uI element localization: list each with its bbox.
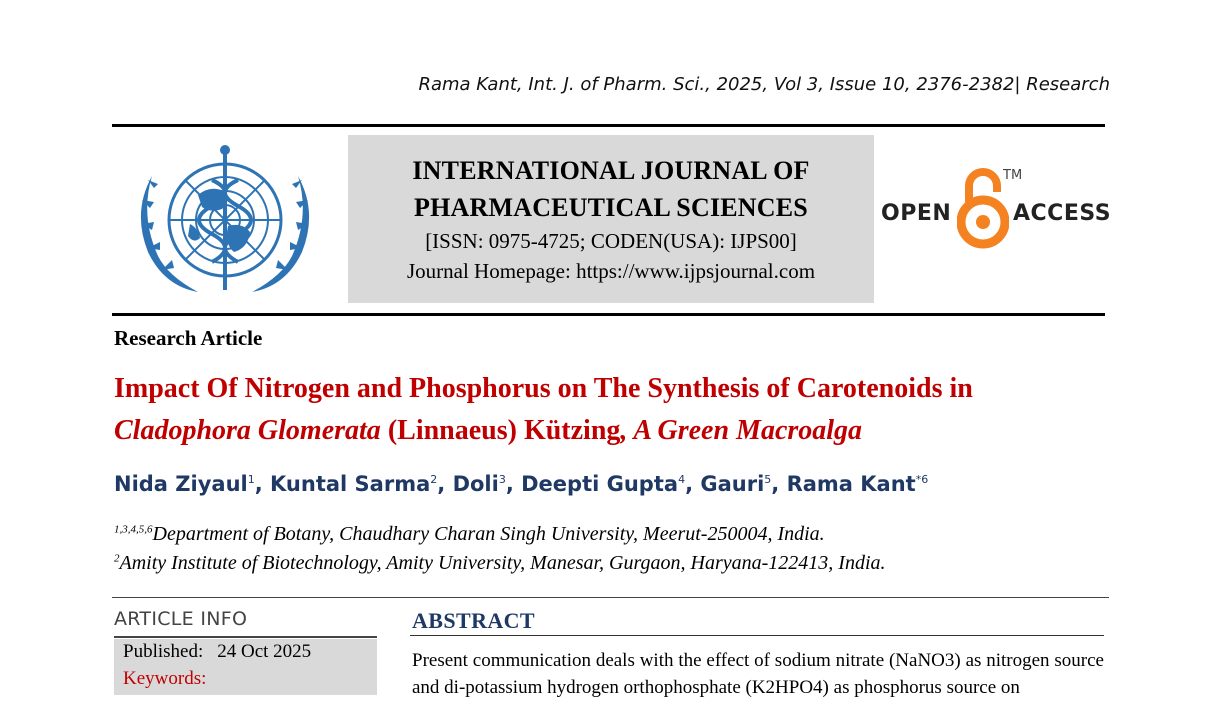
published-date: 24 Oct 2025 bbox=[217, 641, 312, 662]
author-separator: , bbox=[685, 472, 701, 496]
author-name: Doli bbox=[452, 472, 499, 496]
journal-masthead bbox=[348, 135, 874, 303]
paper-title bbox=[114, 368, 1114, 452]
paper-title-species: Cladophora Glomerata bbox=[114, 415, 381, 446]
affiliation-text: Amity Institute of Biotechnology, Amity University, Manesar, Gurgaon, Haryana-122413, India. bbox=[119, 552, 886, 574]
affiliation-mark: 2 bbox=[114, 552, 120, 565]
author-affil-mark: *6 bbox=[915, 473, 929, 486]
globe-caduceus-emblem-icon bbox=[128, 140, 322, 304]
abstract-text: Present communication deals with the effect of sodium nitrate (NaNO3) as nitrogen source and di-potassium hydrogen orthophosphate (K2HPO4) as phosphorus source on bbox=[412, 650, 1104, 698]
published-label: Published: bbox=[123, 641, 204, 662]
author-name: Deepti Gupta bbox=[521, 472, 679, 496]
author-name: Kuntal Sarma bbox=[270, 472, 431, 496]
author-name: Nida Ziyaul bbox=[114, 472, 248, 496]
abstract-heading: ABSTRACT bbox=[412, 608, 536, 633]
trademark-mark: TM bbox=[1003, 168, 1023, 183]
article-info-box bbox=[114, 639, 377, 695]
paper-title-line1: Impact Of Nitrogen and Phosphorus on The Synthesis of Carotenoids in bbox=[114, 373, 973, 404]
author-affil-mark: 3 bbox=[498, 473, 506, 486]
article-info-heading: ARTICLE INFO bbox=[114, 608, 248, 630]
open-access-word-access: ACCESS bbox=[1013, 201, 1112, 226]
affiliation-text: Department of Botany, Chaudhary Charan Singh University, Meerut-250004, India. bbox=[152, 523, 825, 545]
keywords-label: Keywords: bbox=[123, 668, 207, 689]
author-affil-mark: 1 bbox=[247, 473, 255, 486]
paper-title-tail: , A Green Macroalga bbox=[620, 415, 863, 446]
affiliation bbox=[114, 552, 886, 575]
section-divider bbox=[112, 597, 1109, 598]
header-rule-top bbox=[112, 124, 1105, 127]
journal-title-line1: INTERNATIONAL JOURNAL OF bbox=[412, 156, 810, 185]
author-affil-mark: 5 bbox=[764, 473, 772, 486]
article-info-rule bbox=[114, 636, 377, 638]
open-access-lock-icon bbox=[957, 166, 1009, 250]
published-row bbox=[123, 641, 311, 663]
open-access-word-open: OPEN bbox=[881, 201, 952, 226]
article-type: Research Article bbox=[114, 326, 263, 350]
author-name: Gauri bbox=[700, 472, 765, 496]
author-affil-mark: 2 bbox=[430, 473, 438, 486]
author-name: Rama Kant bbox=[786, 472, 916, 496]
header-rule-bottom bbox=[112, 313, 1105, 316]
author-separator: , bbox=[254, 472, 271, 496]
author-affil-mark: 4 bbox=[678, 473, 686, 486]
journal-title-line2: PHARMACEUTICAL SCIENCES bbox=[414, 193, 808, 222]
open-access-badge bbox=[881, 166, 1112, 252]
author-separator: , bbox=[505, 472, 522, 496]
author-list bbox=[114, 472, 928, 496]
paper-title-authority: (Linnaeus) Kützing bbox=[380, 415, 621, 446]
affiliation-mark: 1,3,4,5,6 bbox=[114, 523, 153, 536]
journal-issn: [ISSN: 0975-4725; CODEN(USA): IJPS00] bbox=[425, 229, 797, 253]
affiliation bbox=[114, 523, 825, 546]
journal-title bbox=[348, 152, 874, 226]
author-separator: , bbox=[771, 472, 787, 496]
journal-homepage: Journal Homepage: https://www.ijpsjournal.com bbox=[406, 259, 816, 283]
abstract-rule bbox=[410, 635, 1104, 636]
running-head: Rama Kant, Int. J. of Pharm. Sci., 2025, Vol 3, Issue 10, 2376-2382| Research bbox=[418, 74, 1110, 95]
author-separator: , bbox=[437, 472, 453, 496]
